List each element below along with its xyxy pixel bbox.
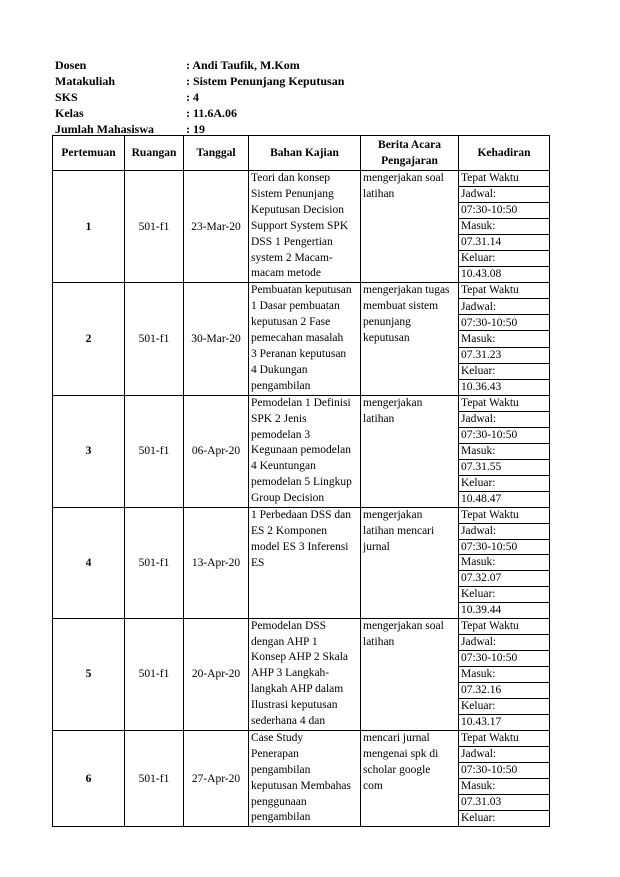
cell-bahan-kajian: 1 Perbedaan DSS dan ES 2 Komponen model ES 3 Inferensi ES bbox=[249, 508, 361, 619]
cell-pertemuan: 1 bbox=[53, 171, 125, 283]
cell-tanggal: 27-Apr-20 bbox=[184, 730, 249, 826]
cell-ruangan: 501-f1 bbox=[125, 730, 184, 826]
cell-kehadiran: Jadwal: bbox=[459, 187, 550, 203]
cell-berita-acara: mengerjakan tugas membuat sistem penunjang keputusan bbox=[361, 283, 459, 395]
cell-tanggal: 23-Mar-20 bbox=[184, 171, 249, 283]
cell-berita-acara: mengerjakan latihan bbox=[361, 395, 459, 507]
cell-kehadiran: 07:30-10:50 bbox=[459, 315, 550, 331]
column-header-tanggal: Tanggal bbox=[184, 136, 249, 171]
cell-kehadiran: Keluar: bbox=[459, 811, 550, 827]
table-row bbox=[53, 171, 550, 187]
cell-kehadiran: Tepat Waktu bbox=[459, 395, 550, 411]
cell-kehadiran: 07:30-10:50 bbox=[459, 650, 550, 666]
cell-kehadiran: 07.32.16 bbox=[459, 682, 550, 698]
info-row-kelas bbox=[55, 105, 344, 121]
cell-bahan-kajian: Pemodelan 1 Definisi SPK 2 Jenis pemodelan 3 Kegunaan pemodelan 4 Keuntungan pemodelan 5 Lingkup Group Decision bbox=[249, 395, 361, 507]
cell-pertemuan: 3 bbox=[53, 395, 125, 507]
table-row bbox=[53, 730, 550, 746]
cell-kehadiran: 07.32.07 bbox=[459, 571, 550, 587]
info-label: SKS bbox=[55, 90, 78, 104]
table-row bbox=[53, 508, 550, 524]
cell-kehadiran: 07:30-10:50 bbox=[459, 539, 550, 555]
info-label: Matakuliah bbox=[55, 74, 116, 88]
cell-bahan-kajian: Pembuatan keputusan 1 Dasar pembuatan keputusan 2 Fase pemecahan masalah 3 Peranan keputusan 4 Dukungan pengambilan bbox=[249, 283, 361, 395]
cell-kehadiran: 07:30-10:50 bbox=[459, 763, 550, 779]
cell-kehadiran: Masuk: bbox=[459, 331, 550, 347]
cell-ruangan: 501-f1 bbox=[125, 395, 184, 507]
cell-kehadiran: Jadwal: bbox=[459, 411, 550, 427]
cell-tanggal: 13-Apr-20 bbox=[184, 508, 249, 619]
cell-kehadiran: 10.43.08 bbox=[459, 267, 550, 283]
cell-kehadiran: 07.31.14 bbox=[459, 235, 550, 251]
cell-kehadiran: Jadwal: bbox=[459, 747, 550, 763]
table-body bbox=[53, 171, 550, 827]
info-label: Dosen bbox=[55, 58, 87, 72]
cell-kehadiran: 07.31.55 bbox=[459, 459, 550, 475]
cell-ruangan: 501-f1 bbox=[125, 171, 184, 283]
cell-kehadiran: Tepat Waktu bbox=[459, 730, 550, 746]
info-row-matakuliah bbox=[55, 73, 344, 89]
cell-kehadiran: Tepat Waktu bbox=[459, 283, 550, 299]
info-row-dosen bbox=[55, 57, 344, 73]
table-row bbox=[53, 283, 550, 299]
cell-kehadiran: Masuk: bbox=[459, 666, 550, 682]
cell-pertemuan: 5 bbox=[53, 618, 125, 730]
cell-kehadiran: 07:30-10:50 bbox=[459, 427, 550, 443]
table-header-row bbox=[53, 136, 550, 171]
cell-kehadiran: Tepat Waktu bbox=[459, 508, 550, 524]
cell-pertemuan: 4 bbox=[53, 508, 125, 619]
cell-kehadiran: Masuk: bbox=[459, 555, 550, 571]
info-row-sks bbox=[55, 89, 344, 105]
cell-kehadiran: Masuk: bbox=[459, 443, 550, 459]
cell-kehadiran: Tepat Waktu bbox=[459, 171, 550, 187]
cell-kehadiran: Jadwal: bbox=[459, 634, 550, 650]
cell-pertemuan: 6 bbox=[53, 730, 125, 826]
cell-kehadiran: Keluar: bbox=[459, 475, 550, 491]
cell-kehadiran: Keluar: bbox=[459, 587, 550, 603]
cell-kehadiran: Keluar: bbox=[459, 698, 550, 714]
table-row bbox=[53, 395, 550, 411]
info-value: : 4 bbox=[186, 90, 199, 104]
cell-bahan-kajian: Teori dan konsep Sistem Penunjang Keputusan Decision Support System SPK DSS 1 Pengertian system 2 Macam- macam metode bbox=[249, 171, 361, 283]
course-info bbox=[55, 57, 344, 137]
cell-ruangan: 501-f1 bbox=[125, 618, 184, 730]
cell-tanggal: 06-Apr-20 bbox=[184, 395, 249, 507]
column-header-ruangan: Ruangan bbox=[125, 136, 184, 171]
cell-ruangan: 501-f1 bbox=[125, 508, 184, 619]
cell-kehadiran: Keluar: bbox=[459, 251, 550, 267]
cell-bahan-kajian: Pemodelan DSS dengan AHP 1 Konsep AHP 2 Skala AHP 3 Langkah- langkah AHP dalam Ilustrasi keputusan sederhana 4 dan bbox=[249, 618, 361, 730]
cell-kehadiran: 07:30-10:50 bbox=[459, 203, 550, 219]
cell-kehadiran: Jadwal: bbox=[459, 299, 550, 315]
cell-tanggal: 20-Apr-20 bbox=[184, 618, 249, 730]
cell-berita-acara: mengerjakan soal latihan bbox=[361, 618, 459, 730]
cell-kehadiran: 07.31.23 bbox=[459, 347, 550, 363]
cell-kehadiran: 07.31.03 bbox=[459, 795, 550, 811]
cell-pertemuan: 2 bbox=[53, 283, 125, 395]
cell-berita-acara: mengerjakan soal latihan bbox=[361, 171, 459, 283]
table-row bbox=[53, 618, 550, 634]
cell-ruangan: 501-f1 bbox=[125, 283, 184, 395]
cell-berita-acara: mencari jurnal mengenai spk di scholar google com bbox=[361, 730, 459, 826]
info-label: Kelas bbox=[55, 106, 84, 120]
cell-kehadiran: 10.48.47 bbox=[459, 491, 550, 507]
cell-kehadiran: Tepat Waktu bbox=[459, 618, 550, 634]
info-value: : 11.6A.06 bbox=[186, 106, 237, 120]
cell-kehadiran: Masuk: bbox=[459, 219, 550, 235]
column-header-berita-acara: Berita Acara Pengajaran bbox=[361, 136, 459, 171]
info-value: : 19 bbox=[186, 122, 205, 136]
info-value: : Andi Taufik, M.Kom bbox=[186, 58, 300, 72]
cell-kehadiran: 10.39.44 bbox=[459, 602, 550, 618]
cell-kehadiran: Masuk: bbox=[459, 779, 550, 795]
cell-kehadiran: Keluar: bbox=[459, 363, 550, 379]
column-header-bahan-kajian: Bahan Kajian bbox=[249, 136, 361, 171]
cell-tanggal: 30-Mar-20 bbox=[184, 283, 249, 395]
attendance-table bbox=[52, 135, 550, 827]
cell-kehadiran: 10.43.17 bbox=[459, 714, 550, 730]
column-header-kehadiran: Kehadiran bbox=[459, 136, 550, 171]
info-value: : Sistem Penunjang Keputusan bbox=[186, 74, 345, 88]
cell-kehadiran: 10.36.43 bbox=[459, 379, 550, 395]
cell-kehadiran: Jadwal: bbox=[459, 523, 550, 539]
cell-bahan-kajian: Case Study Penerapan pengambilan keputusan Membahas penggunaan pengambilan bbox=[249, 730, 361, 826]
column-header-pertemuan: Pertemuan bbox=[53, 136, 125, 171]
cell-berita-acara: mengerjakan latihan mencari jurnal bbox=[361, 508, 459, 619]
info-label: Jumlah Mahasiswa bbox=[55, 122, 155, 136]
